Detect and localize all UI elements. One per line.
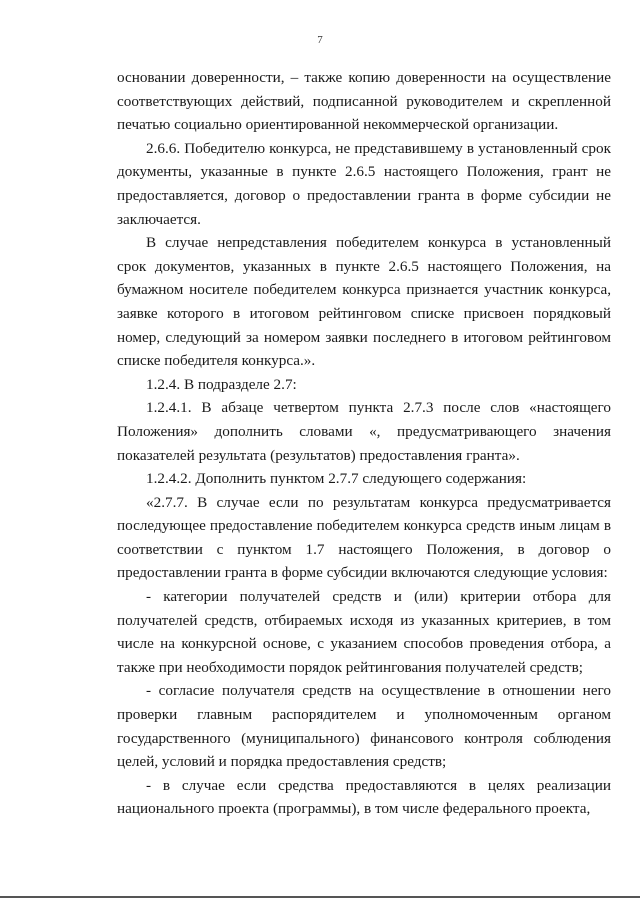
paragraph-1-2-4-2: 1.2.4.2. Дополнить пунктом 2.7.7 следующего содержания:: [146, 470, 527, 488]
paragraph-2-6-6: 2.6.6. Победителю конкурса, не представившему в установленный срок документы, указанные в пункте 2.6.5 настоящего Положения, грант не предоставляется, договор о предоставлении гранта в форме субсидии не заключается.: [117, 139, 611, 228]
paragraph-1-2-4: 1.2.4. В подразделе 2.7:: [146, 375, 297, 393]
paragraph-continuation: основании доверенности, – также копию доверенности на осуществление соответствующих действий, подписанной руководителем и скрепленной печатью социально ориентированной некоммерческой организации.: [117, 69, 611, 134]
paragraph-2-7-7: «2.7.7. В случае если по результатам конкурса предусматривается последующее предоставление победителем конкурса средств иным лицам в соответствии с пунктом 1.7 настоящего Положения, в договор о предоставлении гранта в форме субсидии включаются следующие условия:: [117, 493, 611, 582]
scan-edge-line: [0, 896, 640, 898]
paragraph-1-2-4-1: 1.2.4.1. В абзаце четвертом пункта 2.7.3 после слов «настоящего Положения» дополнить словами «, предусматривающего значения показателей результата (результатов) предоставления гранта».: [117, 399, 611, 464]
list-item-national-project: - в случае если средства предоставляются в целях реализации национального проекта (программы), в том числе федерального проекта,: [117, 776, 611, 818]
list-item-recipient-categories: - категории получателей средств и (или) критерии отбора для получателей средств, отбираемых исходя из указанных критериев, в том числе на конкурсной основе, с указанием способов проведения отбора, а также при необходимости порядок рейтингования получателей средств;: [117, 588, 611, 676]
list-item-audit-consent: - согласие получателя средств на осуществление в отношении него проверки главным распорядителем и уполномоченным органом государственного (муниципального) финансового контроля соблюдения целей, условий и порядка предоставления средств;: [117, 682, 611, 771]
page-number: 7: [317, 34, 323, 46]
document-body: [117, 66, 611, 821]
paragraph-nonsubmission: В случае непредставления победителем конкурса в установленный срок документов, указанных в пункте 2.6.5 настоящего Положения, на бумажном носителе победителем конкурса признается участник конкурса, заявке которого в итоговом рейтинговом списке присвоен порядковый номер, следующий за номером заявки последнего в итоговом рейтинговом списке победителя конкурса.».: [117, 234, 611, 370]
